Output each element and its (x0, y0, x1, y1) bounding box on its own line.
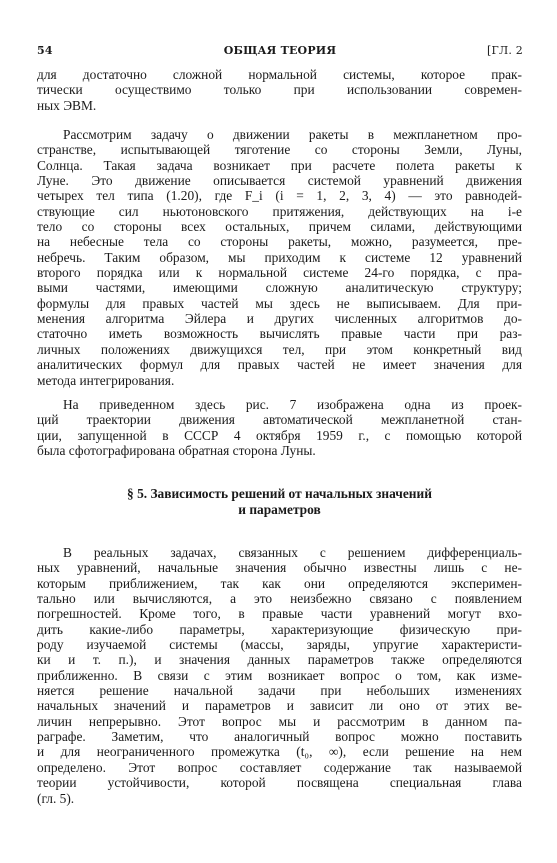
text-line: теории устойчивости, которой посвящена специальная глава (37, 775, 522, 791)
paragraph-section-intro (37, 545, 522, 806)
text-line: определено. Этот вопрос составляет содержание так называемой (37, 759, 522, 775)
text-line: няется решение начальной задачи при небольших изменениях (37, 683, 522, 699)
text-line: метода интегрирования. (37, 372, 175, 388)
section-heading-line: и параметров (238, 502, 321, 517)
paragraph-continued (37, 67, 522, 113)
section-heading-line: § 5. Зависимость решений от начальных значений (127, 486, 432, 501)
text-line: менения алгоритма Эйлера и других численных алгоритмов до- (37, 311, 522, 327)
text-line: начальных значений и параметров и зависит ли оно от этих ве- (37, 698, 522, 714)
text-line: Рассмотрим задачу о движении ракеты в межпланетном про- (63, 127, 522, 142)
text-line: раграфе. Заметим, что аналогичный вопрос можно поставить (37, 729, 522, 745)
text-line: На приведенном здесь рис. 7 изображена одна из проек- (63, 397, 522, 412)
page-number: 54 (37, 44, 53, 57)
text-line: на небесные тела со стороны ракеты, можно, разумеется, пре- (37, 234, 522, 250)
text-line: и для неограниченного промежутка (t₀, ∞), если решение на нем (37, 744, 522, 760)
text-line: аналитических формул для правых частей не имеет значения для (37, 357, 522, 373)
text-line: ных уравнений, начальные значения обычно известны лишь с не- (37, 560, 522, 576)
text-line: странстве, испытывающей тяготение со стороны Земли, Луны, (37, 142, 522, 158)
text-line: ных ЭВМ. (37, 97, 97, 113)
section-heading (37, 486, 522, 518)
chapter-marker: [ГЛ. 2 (487, 44, 523, 57)
text-line: дить какие-либо параметры, характеризующие физическую при- (37, 621, 522, 637)
paragraph-figure-reference (37, 397, 522, 458)
text-line: выми частями, имеющими сложную аналитическую структуру; (37, 280, 522, 296)
text-line: была сфотографирована обратная сторона Луны. (37, 443, 316, 459)
text-line: погрешностей. Кроме того, в правые части уравнений могут вхо- (37, 606, 522, 622)
text-line: Солнца. Такая задача возникает при расчете полета ракеты к (37, 157, 522, 173)
text-line: личных положениях движущихся тел, при этом конкретный вид (37, 341, 522, 357)
text-line: роду изучаемой системы (массы, заряды, упругие характеристи- (37, 637, 522, 653)
text-line: В реальных задачах, связанных с решением дифференциаль- (63, 545, 522, 560)
text-line: статочно иметь возможность вычислять правые части при раз- (37, 326, 522, 342)
text-line: ций траектории движения автоматической межпланетной стан- (37, 412, 522, 428)
running-header (37, 44, 523, 60)
text-line: Луне. Это движение описывается системой уравнений движения (37, 173, 522, 189)
text-line: приближенно. В связи с этим возникает вопрос о том, как изме- (37, 667, 522, 683)
text-line: личин непрерывно. Этот вопрос мы и рассмотрим в данном па- (37, 713, 522, 729)
text-line: тело со стороны всех остальных, причем силами, действующими (37, 219, 522, 235)
text-line: четырех тел типа (1.20), где F_i (i = 1, 2, 3, 4) — это равнодей- (37, 188, 522, 204)
running-title: ОБЩАЯ ТЕОРИЯ (223, 44, 337, 57)
text-line: ствующие сил ньютоновского притяжения, действующих на i-е (37, 203, 522, 219)
text-line: небречь. Таким образом, мы приходим к системе 12 уравнений (37, 249, 522, 265)
paragraph-rocket-problem (37, 127, 522, 388)
text-line: ки и т. п.), и значения данных параметров также определяются (37, 652, 522, 668)
text-line: которым приближением, так как они определяются эксперимен- (37, 575, 522, 591)
text-line: второго порядка или к нормальной системе 24-го порядка, с пра- (37, 265, 522, 281)
text-line: формулы для правых частей мы здесь не выписываем. Для при- (37, 295, 522, 311)
text-line: тически осуществимо только при использовании современ- (37, 82, 522, 98)
text-line: для достаточно сложной нормальной системы, которое прак- (37, 67, 522, 82)
text-line: тально или вычисляются, а это неизбежно связано с появлением (37, 591, 522, 607)
text-line: (гл. 5). (37, 790, 75, 806)
text-line: ции, запущенной в СССР 4 октября 1959 г., с помощью которой (37, 427, 522, 443)
